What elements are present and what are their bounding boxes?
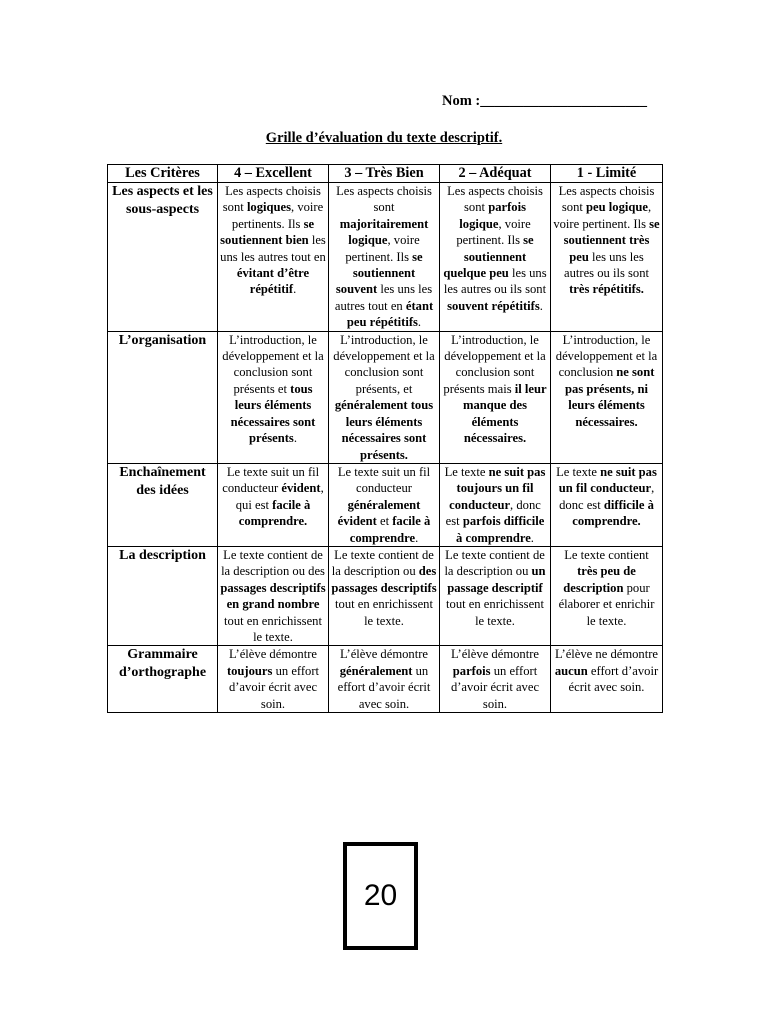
descriptor-text: et [376,514,393,529]
descriptor-text: . [293,431,297,446]
descriptor-emphasis: se soutiennent très peu [563,216,660,264]
descriptor-cell-level-1 [551,331,663,463]
descriptor-text: L’introduction, le développement et la conclusion sont présents mais [443,332,546,396]
descriptor-text: , voire pertinent. Ils [345,233,420,264]
header-level-3: 3 – Très Bien [329,165,440,183]
descriptor-text: . [415,530,419,545]
criterion-cell: Grammaire d’orthographe [108,646,218,713]
descriptor-emphasis: peu logique [586,200,648,215]
descriptor-text: Le texte contient [564,547,649,562]
descriptor-emphasis: facile à comprendre [349,514,431,545]
descriptor-cell-level-2 [440,331,551,463]
descriptor-text: Les aspects choisis sont [222,184,321,215]
descriptor-text: , qui est [235,481,324,512]
descriptor-emphasis: évitant d’être répétitif [236,266,310,297]
descriptor-text: tout en enrichissent le texte. [224,613,322,644]
descriptor-cell-level-4 [218,546,329,645]
descriptor-emphasis: il leur manque des éléments nécessaires. [462,381,547,446]
evaluation-grid [107,164,663,713]
page-number-box [343,842,418,950]
descriptor-emphasis: se soutiennent bien [220,216,315,248]
descriptor-cell-level-4 [218,183,329,332]
descriptor-emphasis: aucun [554,663,588,678]
criterion-cell: Les aspects et les sous-aspects [108,183,218,332]
descriptor-text: Le texte [444,464,489,479]
header-level-1: 1 - Limité [551,165,663,183]
descriptor-text: tout en enrichissent le texte. [446,597,544,628]
descriptor-emphasis: logiques [246,200,292,215]
descriptor-emphasis: majoritairement logique [339,216,429,248]
descriptor-emphasis: se soutiennent souvent [335,249,423,297]
name-field-label: Nom :_______________________ [442,93,648,109]
descriptor-cell-level-4 [218,463,329,546]
descriptor-emphasis: parfois logique [459,200,526,231]
descriptor-text: effort d’avoir écrit avec soin. [568,663,659,695]
descriptor-cell-level-2 [440,546,551,645]
descriptor-text: . [530,530,534,545]
descriptor-cell-level-4 [218,331,329,463]
header-level-2: 2 – Adéquat [440,165,551,183]
descriptor-text: Le texte suit un fil conducteur [337,464,431,496]
descriptor-emphasis: parfois [452,663,491,678]
descriptor-emphasis: ne suit pas un fil conducteur [558,464,657,496]
descriptor-text: , voire pertinents. Ils [231,200,324,231]
descriptor-text: un effort d’avoir écrit avec soin. [228,663,320,711]
descriptor-emphasis: facile à comprendre. [238,497,311,529]
descriptor-cell-level-3 [329,546,440,645]
descriptor-text: un effort d’avoir écrit avec soin. [450,663,540,711]
descriptor-text: Le texte contient de la description ou [331,547,434,579]
grid-header-row [108,165,663,183]
descriptor-cell-level-3 [329,331,440,463]
page-number: 20 [363,879,398,912]
table-row [108,546,663,645]
descriptor-emphasis: difficile à comprendre. [572,497,654,529]
table-row [108,183,663,332]
descriptor-text: , donc est [559,481,655,512]
descriptor-text: pour élaborer et enrichir le texte. [558,580,655,628]
descriptor-text: un effort d’avoir écrit avec soin. [337,663,431,711]
descriptor-emphasis: souvent répétitifs [447,298,540,313]
descriptor-emphasis: ne sont pas présents, ni leurs éléments nécessaires. [565,365,655,429]
descriptor-emphasis: très répétitifs. [569,282,644,297]
descriptor-text: Les aspects choisis sont [447,184,543,215]
descriptor-emphasis: parfois difficile à comprendre [456,514,545,545]
descriptor-text: Le texte contient de la description ou [444,547,545,579]
table-row [108,463,663,546]
table-row [108,646,663,713]
descriptor-emphasis: généralement tous leurs éléments nécessaires sont présents. [334,398,434,462]
descriptor-emphasis: étant peu répétitifs [346,298,434,330]
descriptor-text: Le texte contient de la description ou des [221,547,325,579]
descriptor-emphasis: passages descriptifs en grand nombre [220,580,326,612]
descriptor-text: les uns les autres tout en [334,282,433,313]
descriptor-cell-level-1 [551,546,663,645]
descriptor-text: les uns les autres ou ils sont [443,266,547,297]
descriptor-cell-level-4 [218,646,329,713]
descriptor-text: tout en enrichissent le texte. [335,597,433,628]
header-level-4: 4 – Excellent [218,165,329,183]
descriptor-cell-level-3 [329,646,440,713]
table-row [108,331,663,463]
descriptor-emphasis: des passages descriptifs [331,564,437,595]
descriptor-emphasis: très peu de description [563,564,636,595]
descriptor-text: , voire pertinent. Ils [553,200,652,231]
descriptor-cell-level-3 [329,463,440,546]
descriptor-text: L’introduction, le développement et la conclusion sont présents, et [333,332,435,396]
descriptor-cell-level-2 [440,463,551,546]
descriptor-text: L’élève démontre [450,647,539,662]
descriptor-emphasis: un passage descriptif [447,564,546,595]
descriptor-cell-level-1 [551,183,663,332]
criterion-cell: La description [108,546,218,645]
descriptor-text: L’introduction, le développement et la conclusion sont présents et [222,332,324,396]
descriptor-text: Le texte suit un fil conducteur [222,464,320,496]
descriptor-emphasis: toujours [226,663,273,678]
header-criteria: Les Critères [108,165,218,183]
descriptor-text: L’introduction, le développement et la conclusion [555,332,658,380]
descriptor-cell-level-2 [440,183,551,332]
criterion-cell: Enchaînement des idées [108,463,218,546]
descriptor-emphasis: évident [281,481,321,496]
descriptor-emphasis: généralement [339,663,413,678]
descriptor-text: . [293,282,297,297]
descriptor-text: L’élève ne démontre [554,647,659,662]
descriptor-text: . [539,298,543,313]
descriptor-text: les uns les autres ou ils sont [563,249,649,281]
descriptor-text: . [417,315,422,330]
descriptor-emphasis: se soutiennent quelque peu [443,233,534,281]
descriptor-cell-level-2 [440,646,551,713]
descriptor-text: les uns les autres tout en [220,233,326,264]
descriptor-emphasis: tous leurs éléments nécessaires sont présents [230,381,316,446]
descriptor-cell-level-3 [329,183,440,332]
descriptor-text: , voire pertinent. Ils [456,216,531,248]
descriptor-cell-level-1 [551,646,663,713]
descriptor-text: , donc est [445,497,541,529]
page-title: Grille d’évaluation du texte descriptif. [265,130,503,146]
descriptor-text: Les aspects choisis sont [558,184,655,215]
descriptor-text: Le texte [556,464,601,479]
descriptor-text: L’élève démontre [339,647,428,662]
descriptor-emphasis: généralement évident [337,497,421,529]
descriptor-emphasis: ne suit pas toujours un fil conducteur [449,464,546,512]
descriptor-cell-level-1 [551,463,663,546]
descriptor-text: Les aspects choisis sont [336,184,432,215]
criterion-cell: L’organisation [108,331,218,463]
descriptor-text: L’élève démontre [228,647,317,662]
